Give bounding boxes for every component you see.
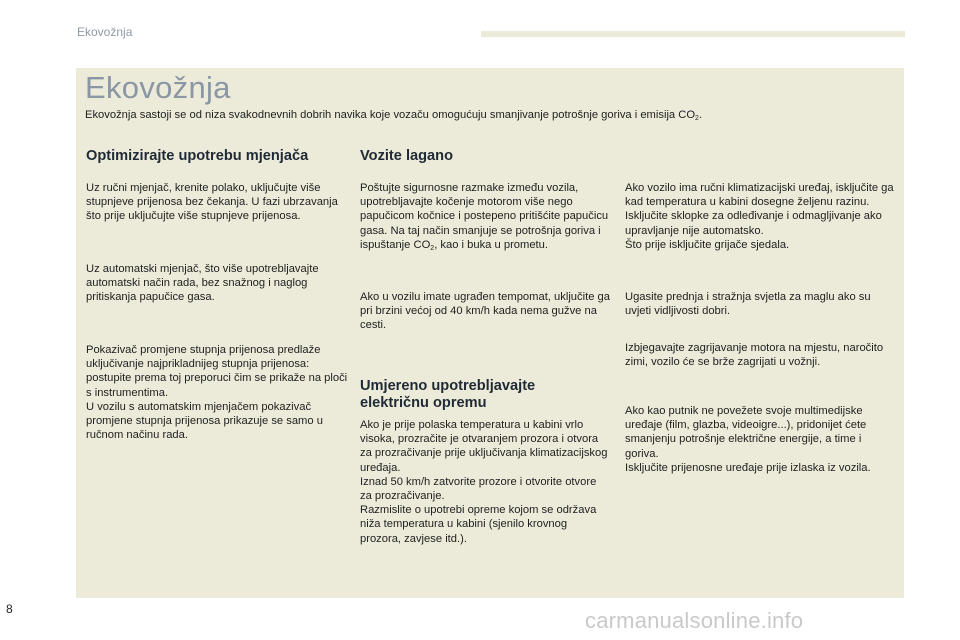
right-p2-text: Ugasite prednja i stražnja svjetla za maglu ako su uvjeti vidljivosti dobri. bbox=[625, 291, 871, 318]
gently-p1-text bbox=[360, 181, 610, 256]
electric-p1-text: Ako je prije polaska temperatura u kabini vrlo visoka, prozračite je otvaranjem prozora i otvora za prozračivanje prije uključivanja klimatizacijskog uređaja. bbox=[360, 419, 608, 474]
intro-subscript: 2 bbox=[695, 115, 699, 122]
running-header-title: Ekovožnja bbox=[77, 25, 133, 39]
intro-end: . bbox=[698, 109, 703, 121]
gently-p1 bbox=[360, 181, 610, 256]
page-title: Ekovožnja bbox=[85, 70, 231, 105]
electric-p2-text: Iznad 50 km/h zatvorite prozore i otvorite otvore za prozračivanje. bbox=[360, 475, 597, 503]
right-p3 bbox=[625, 341, 897, 369]
gently-p1-pre: Poštujte sigurnosne razmake između vozila, upotrebljavajte kočenje motorom više nego papučicom kočnice i postepeno pritišćite papučicu gasa. Na taj način smanjuje se potrošnja goriva i ispuštanje CO bbox=[360, 182, 609, 251]
gently-p2-text: Ako u vozilu imate ugrađen tempomat, uključite ga pri brzini većoj od 40 km/h kada nema gužve na cesti. bbox=[360, 291, 610, 332]
intro-text: Ekovožnja sastoji se od niza svakodnevnih dobrih navika koje vozaču omogućuju smanjivanje potrošnje goriva i emisija CO bbox=[85, 109, 696, 121]
right-p2 bbox=[625, 290, 897, 318]
right-p4a-text: Ako kao putnik ne povežete svoje multimedijske uređaje (film, glazba, videoigre...), pridonijet ćete smanjenju potrošnje električne energije, a time i goriva. bbox=[625, 405, 867, 460]
gear-p1 bbox=[86, 181, 348, 224]
right-p1a-text: Ako vozilo ima ručni klimatizacijski uređaj, isključite ga kad temperatura u kabini dosegne željenu razinu. bbox=[625, 182, 894, 209]
heading-electric-line2: električnu opremu bbox=[360, 394, 487, 411]
gear-p3 bbox=[86, 343, 348, 442]
gear-p3a-text: Pokazivač promjene stupnja prijenosa predlaže uključivanje najprikladnijeg stupnja prijenosa: postupite prema toj preporuci čim se prikaže na ploči s instrumentima. bbox=[86, 344, 348, 399]
right-p1b-text: Isključite sklopke za odleđivanje i odmagljivanje ako upravljanje nije automatsko. bbox=[625, 210, 882, 237]
heading-electric-line1: Umjereno upotrebljavajte bbox=[360, 378, 536, 394]
gear-p2-text: Uz automatski mjenjač, što više upotrebljavajte automatski način rada, bez snažnog i naglog pritiskanja papučice gasa. bbox=[86, 263, 319, 304]
electric-paragraphs bbox=[360, 418, 610, 546]
gently-p1-sub: 2 bbox=[430, 244, 435, 252]
gently-p2 bbox=[360, 290, 610, 333]
right-p3-text: Izbjegavajte zagrijavanje motora na mjestu, naročito zimi, vozilo će se brže zagrijati u vožnji. bbox=[625, 342, 884, 369]
right-p4 bbox=[625, 404, 897, 475]
watermark-text: carmanualsonline.info bbox=[585, 608, 804, 633]
right-p1 bbox=[625, 181, 897, 252]
gear-p3b-text: U vozilu s automatskim mjenjačem pokazivač promjene stupnja prijenosa prikazuje se samo u ručnom načinu rada. bbox=[86, 400, 323, 442]
gear-p1-text: Uz ručni mjenjač, krenite polako, uključujte više stupnjeve prijenosa bez čekanja. U fazi ubrzavanja što prije uključujte više stupnjeve prijenosa. bbox=[86, 182, 338, 223]
page-number: 8 bbox=[6, 602, 13, 616]
header-rule bbox=[481, 31, 905, 37]
right-p4b-text: Isključite prijenosne uređaje prije izlaska iz vozila. bbox=[625, 461, 871, 474]
heading-gear: Optimizirajte upotrebu mjenjača bbox=[86, 148, 309, 164]
heading-gently: Vozite lagano bbox=[360, 148, 453, 164]
electric-p3-text: Razmislite o upotrebi opreme kojom se održava niža temperatura u kabini (sjenilo krovnog prozora, zavjese itd.). bbox=[360, 504, 597, 545]
heading-electric bbox=[360, 378, 535, 411]
intro-paragraph bbox=[85, 109, 702, 122]
right-p1c-text: Što prije isključite grijače sjedala. bbox=[625, 238, 790, 251]
gear-p2 bbox=[86, 262, 348, 305]
gently-p1-post: , kao i buka u prometu. bbox=[434, 238, 548, 251]
